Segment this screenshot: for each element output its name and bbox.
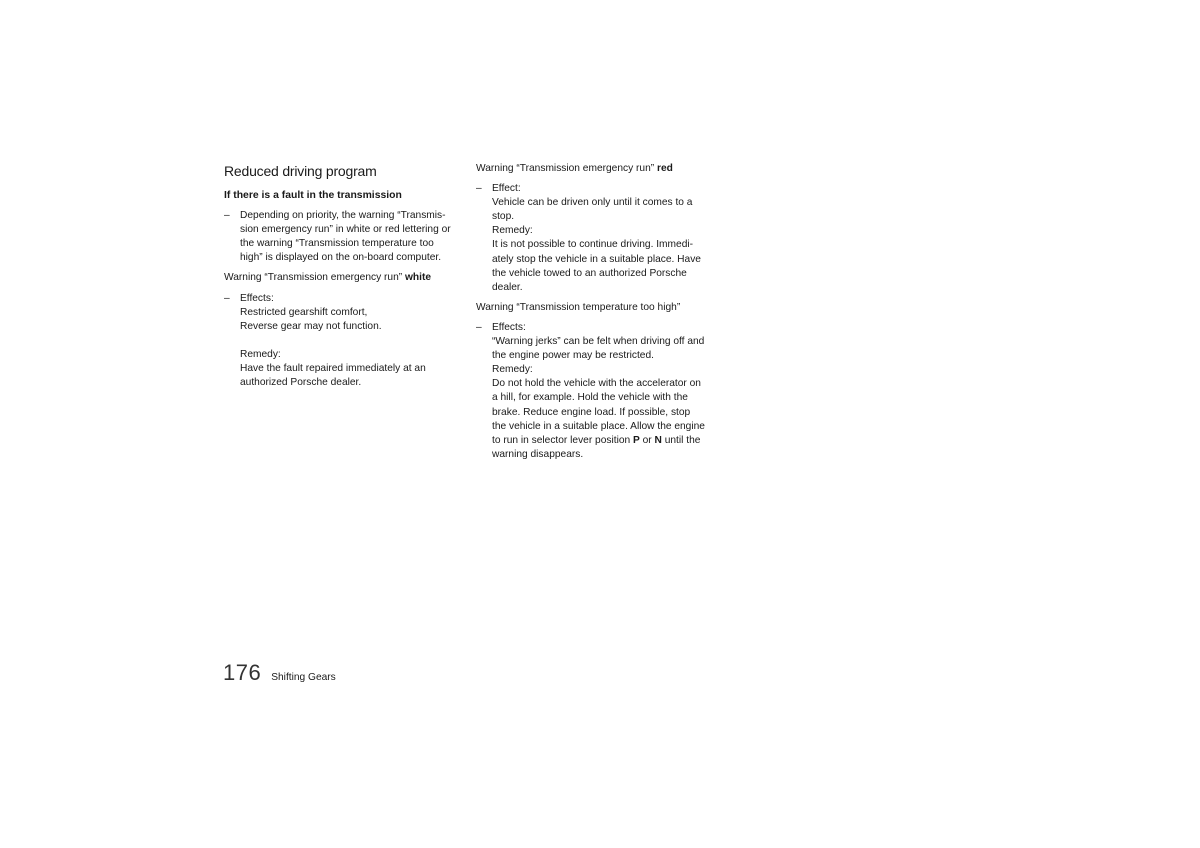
text-line: the engine power may be restricted. [492,350,654,362]
text-line: high” is displayed on the on-board computer. [240,252,442,264]
right-column [476,162,716,468]
dash-bullet: – [476,321,482,333]
text-line: brake. Reduce engine load. If possible, stop [492,406,691,418]
remedy-label: Remedy: [492,225,533,237]
text-line: authorized Porsche dealer. [240,377,362,389]
remedy-label: Remedy: [240,348,281,360]
text-line: sion emergency run” in white or red lettering or [240,224,451,236]
text-line: the vehicle towed to an authorized Porsche [492,267,687,279]
text-line: Depending on priority, the warning “Transmis- [240,210,446,222]
left-column [224,162,464,396]
text-fragment: or [639,434,655,446]
warning-color-word: white [405,272,432,284]
text-line [492,434,716,448]
list-item [476,182,716,295]
text-line: Reverse gear may not function. [240,320,382,332]
page-number: 176 [223,660,262,685]
list-item [224,209,464,265]
gear-n: N [654,434,662,446]
text-line: a hill, for example. Hold the vehicle with the [492,392,688,404]
warning-color-word: red [657,163,673,174]
warning-red-heading [476,162,716,176]
text-line: stop. [492,211,515,223]
fault-subheading: If there is a fault in the transmission [224,190,402,201]
spacer [240,334,464,348]
gear-p: P [633,434,640,446]
chapter-title: Shifting Gears [271,672,336,683]
list-item [224,292,464,391]
text-line: dealer. [492,281,523,293]
text-line: It is not possible to continue driving. Immedi- [492,239,694,251]
dash-bullet: – [476,183,482,195]
effect-label: Effect: [492,183,521,195]
text-line: the vehicle in a suitable place. Allow the engine [492,420,705,432]
text-line: Do not hold the vehicle with the accelerator on [492,378,701,390]
warning-white-heading [224,271,464,285]
remedy-label: Remedy: [492,364,533,376]
section-title: Reduced driving program [224,163,377,179]
text-line: Have the fault repaired immediately at an [240,363,426,375]
text-fragment: until the [661,434,701,446]
effects-label: Effects: [240,292,274,304]
warning-prefix: Warning “Transmission emergency run” [224,272,403,284]
warning-prefix: Warning “Transmission emergency run” [476,163,655,174]
text-fragment: to run in selector lever position [492,434,633,446]
list-item [476,321,716,462]
text-line: Vehicle can be driven only until it comes to a [492,197,693,209]
warning-temp-heading: Warning “Transmission temperature too high” [476,301,681,313]
text-line: “Warning jerks” can be felt when driving off and [492,336,705,348]
dash-bullet: – [224,210,230,222]
text-line: warning disappears. [492,448,584,460]
text-line: ately stop the vehicle in a suitable place. Have [492,253,701,265]
text-line: Restricted gearshift comfort, [240,306,368,318]
page-footer [223,660,336,686]
text-line: the warning “Transmission temperature too [240,238,434,250]
effects-label: Effects: [492,321,526,333]
dash-bullet: – [224,292,230,304]
